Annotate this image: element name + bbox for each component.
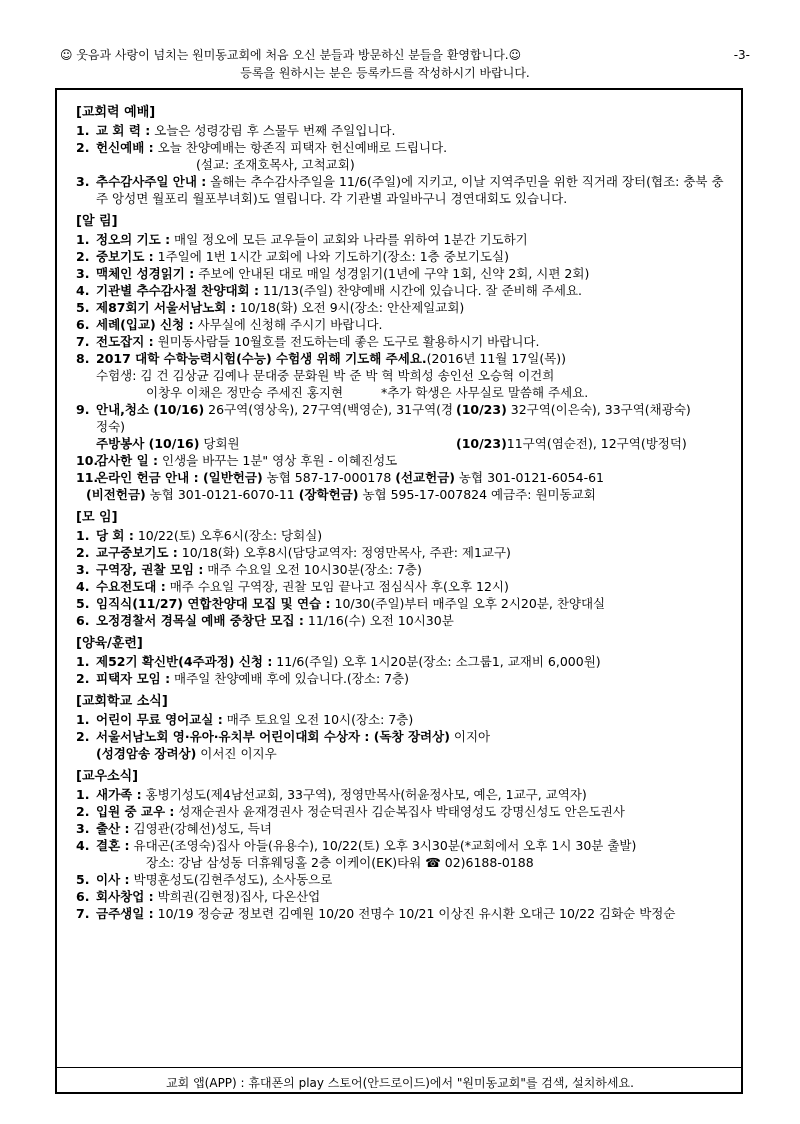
member-item: 7. 금주생일 : 10/19 정승균 정보련 김예원 10/20 전명수 10/21 이상진 유시환 오대근 10/22 김화순 박정순 <box>76 906 676 921</box>
meeting-item: 4. 수요전도대 : 매주 수요일 구역장, 권찰 모임 끝나고 점심식사 후(오후 12시) <box>76 579 509 594</box>
section-title-notices: [알 림] <box>76 214 118 229</box>
calendar-item: 1. 교 회 력 : 오늘은 성령강림 후 스물두 번째 주일입니다. <box>76 123 396 138</box>
meeting-item: 1. 당 회 : 10/22(토) 오후6시(장소: 당회실) <box>76 528 323 543</box>
section-title-meetings: [모 임] <box>76 510 118 525</box>
bulletin-content <box>76 104 732 922</box>
offering-accounts-2: (비전헌금) 농협 301-0121-6070-11 (장학헌금) 농협 595-17-007824 예금주: 원미동교회 <box>86 487 596 502</box>
section-title-school: [교회학교 소식] <box>76 694 168 709</box>
calendar-item: 3. 추수감사주일 안내 : 올해는 추수감사주일을 11/6(주일)에 지키고, 이날 지역주민을 위한 직거래 장터(협조: 충북 충주 앙성면 월포리 월포부녀회)도 열립니다. 각 기관별 과일바구니 경연대회도 있습니다. <box>76 174 724 206</box>
notice-item-exam: 8. 2017 대학 수학능력시험(수능) 수험생 위해 기도해 주세요.(2016년 11월 17일(목)) <box>76 351 567 366</box>
member-item: 2. 입원 중 교우 : 성재순권사 윤재경권사 정순덕권사 김순복집사 박태영성도 강명신성도 안은도권사 <box>76 804 625 819</box>
school-item: 1. 어린이 무료 영어교실 : 매주 토요일 오전 10시(장소: 7층) <box>76 712 414 727</box>
meeting-item: 5. 임직식(11/27) 연합찬양대 모집 및 연습 : 10/30(주일)부터 매주일 오후 2시20분, 찬양대실 <box>76 596 606 611</box>
calendar-item: 2. 헌신예배 : 오늘 찬양예배는 항존직 피택자 헌신예배로 드립니다. <box>76 140 448 155</box>
notice-item: 4. 기관별 추수감사절 찬양대회 : 11/13(주일) 찬양예배 시간에 있습니다. 잘 준비해 주세요. <box>76 283 583 298</box>
section-title-calendar: [교회력 예배] <box>76 105 156 120</box>
kitchen-service: 주방봉사 (10/16) 당회원 (10/23)11구역(염순전), 12구역(방정덕) <box>96 436 687 451</box>
member-item: 6. 회사창업 : 박희권(김현정)집사, 다온산업 <box>76 889 321 904</box>
meeting-item: 3. 구역장, 권찰 모임 : 매주 수요일 오전 10시30분(장소: 7층) <box>76 562 422 577</box>
meeting-item: 6. 오정경찰서 경목실 예배 중창단 모집 : 11/16(수) 오전 10시30분 <box>76 613 454 628</box>
exam-students-2: 이창우 이채은 정만승 주세진 홍지현 *추가 학생은 사무실로 말씀해 주세요. <box>146 385 589 400</box>
notice-item: 2. 중보기도 : 1주일에 1번 1시간 교회에 나와 기도하기(장소: 1층 중보기도실) <box>76 249 509 264</box>
wedding-venue: 장소: 강남 삼성동 더휴웨딩홀 2층 이케이(EK)타워 ☎ 02)6188-0188 <box>146 855 534 870</box>
section-title-training: [양육/훈련] <box>76 636 143 651</box>
member-item: 5. 이사 : 박명훈성도(김현주성도), 소사동으로 <box>76 872 333 887</box>
notice-item: 10. 감사한 일 : 인생을 바꾸는 1분" 영상 후원 - 이혜진성도 <box>76 453 398 468</box>
notice-item-offering: 11. 온라인 헌금 안내 : (일반헌금) 농협 587-17-000178 (선교헌금) 농협 301-0121-6054-61 <box>76 470 605 485</box>
member-item: 3. 출산 : 김영관(강혜선)성도, 득녀 <box>76 821 272 836</box>
notice-item-cleaning: 9. 안내,청소 (10/16) 26구역(영상욱), 27구역(백영순), 31구역(경정숙) (10/23) 32구역(이은숙), 33구역(채광숙) <box>76 402 691 434</box>
notice-item: 7. 전도잡지 : 원미동사람들 10월호를 전도하는데 좋은 도구로 활용하시기 바랍니다. <box>76 334 540 349</box>
footer-divider <box>55 1067 743 1068</box>
page-number: -3- <box>733 48 750 62</box>
app-notice: 교회 앱(APP) : 휴대폰의 play 스토어(안드로이드)에서 "원미동교회"를 검색, 설치하세요. <box>166 1076 634 1090</box>
notice-item: 6. 세례(입교) 신청 : 사무실에 신청해 주시기 바랍니다. <box>76 317 383 332</box>
training-item: 1. 제52기 확신반(4주과정) 신청 : 11/6(주일) 오후 1시20분(장소: 소그룹1, 교재비 6,000원) <box>76 654 601 669</box>
member-item: 4. 결혼 : 유대곤(조영숙)집사 아들(유용수), 10/22(토) 오후 3시30분(*교회에서 오후 1시 30분 출발) <box>76 838 637 853</box>
member-item: 1. 새가족 : 홍병기성도(제4남선교회, 33구역), 정영만목사(허윤정사모, 예은, 1교구, 교역자) <box>76 787 587 802</box>
school-item: 2. 서울서남노회 영·유아·유치부 어린이대회 수상자 : (독창 장려상) 이지아 <box>76 729 491 744</box>
registration-text: 등록을 원하시는 분은 등록카드를 작성하시기 바랍니다. <box>240 66 530 80</box>
calendar-item-sub: (설교: 조재호목사, 고척교회) <box>196 157 355 172</box>
training-item: 2. 피택자 모임 : 매주일 찬양예배 후에 있습니다.(장소: 7층) <box>76 671 410 686</box>
section-title-members: [교우소식] <box>76 769 139 784</box>
notice-item: 3. 맥체인 성경읽기 : 주보에 안내된 대로 매일 성경읽기(1년에 구약 1회, 신약 2회, 시편 2회) <box>76 266 590 281</box>
exam-students: 수험생: 김 건 김상균 김예나 문대중 문화원 박 준 박 혁 박희성 송인선 오승혁 이건희 <box>96 368 555 383</box>
notice-item: 1. 정오의 기도 : 매일 정오에 모든 교우들이 교회와 나라를 위하여 1분간 기도하기 <box>76 232 528 247</box>
page-header <box>60 46 750 82</box>
welcome-text: ☺ 웃음과 사랑이 넘치는 원미동교회에 처음 오신 분들과 방문하신 분들을 환영합니다.☺ <box>60 48 522 62</box>
notice-item: 5. 제87회기 서울서남노회 : 10/18(화) 오전 9시(장소: 안산제일교회) <box>76 300 465 315</box>
school-item-sub: (성경암송 장려상) 이서진 이지우 <box>96 746 277 761</box>
meeting-item: 2. 교구중보기도 : 10/18(화) 오후8시(담당교역자: 정영만목사, 주관: 제1교구) <box>76 545 511 560</box>
